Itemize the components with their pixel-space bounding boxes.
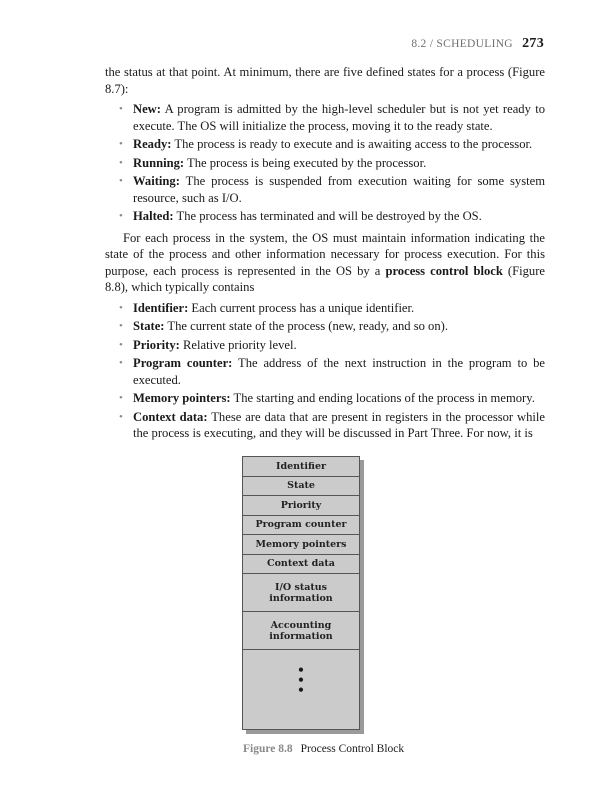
caption-label: Figure 8.8 [243,743,293,755]
item-text: Relative priority level. [183,337,297,352]
bullet-icon: • [119,320,123,332]
item-term: Memory pointers: [133,391,231,405]
list-item [105,101,545,134]
pcb-cell-accounting: Accounting information [243,612,359,650]
list-item [105,208,545,225]
item-text: These are data that are present in registers in the processor while the process is executing, and they will be discussed in Part Three. For now, it is [133,409,546,440]
list-item [105,390,545,407]
list-item [105,337,545,354]
pcb-cell-context-data: Context data [243,555,359,575]
item-term: Program counter: [133,356,233,370]
pcb-term: process control block [385,263,503,278]
bullet-icon: • [119,210,123,222]
item-term: New: [133,102,161,116]
item-term: Priority: [133,337,180,352]
pcb-cell-identifier: Identifier [243,457,359,477]
bullet-icon: • [119,175,123,187]
pcb-cell-io-status: I/O status information [243,574,359,612]
item-term: Ready: [133,137,172,151]
list-item [105,409,545,442]
pcb-diagram [242,456,360,730]
item-text: A program is admitted by the high-level scheduler but is not yet ready to execute. The OS will initialize the process, moving it to the ready state. [133,102,545,133]
item-text: The current state of the process (new, ready, and so on). [167,319,448,333]
bullet-icon: • [119,138,123,150]
item-text: The address of the next instruction in the program to be executed. [133,356,546,387]
item-text: The process is being executed by the processor. [187,155,427,170]
bullet-icon: • [119,338,123,351]
item-term: State: [133,319,165,333]
bullet-icon: • [119,301,123,314]
pcb-paragraph [105,230,545,296]
bullet-icon: • [119,156,123,169]
item-term: Halted: [133,209,174,223]
pcb-cell-state: State [243,477,359,497]
pcb-paragraph-end: (Figure 8.8), which typically contains [105,263,546,294]
intro-paragraph: the status at that point. At minimum, there are five defined states for a process (Figure 8.7): [105,65,545,96]
item-text: Each current process has a unique identifier. [191,300,415,315]
list-item [105,173,545,206]
pcb-field-list [105,300,545,442]
item-text: The starting and ending locations of the process in memory. [233,391,535,405]
figure-caption [243,743,404,755]
pcb-figure [242,456,358,730]
pcb-ellipsis: • • • [297,663,305,697]
list-item [105,318,545,335]
pcb-cell-program-counter: Program counter [243,516,359,536]
item-text: The process is suspended from execution waiting for some system resource, such as I/O. [133,174,546,205]
running-head [411,36,544,52]
bullet-icon: • [119,410,123,423]
list-item [105,300,545,317]
item-text: The process is ready to execute and is awaiting access to the processor. [174,137,533,151]
list-item [105,136,545,153]
state-list [105,101,545,225]
item-term: Waiting: [133,174,180,188]
bullet-icon: • [119,392,123,404]
pcb-paragraph-start: For each process in the system, the OS must maintain information indicating the state of the process and other information necessary for process execution. For this purpose, each process is represented in the OS by a [105,230,545,278]
page-number: 273 [522,36,544,51]
section-title: 8.2 / SCHEDULING [411,38,513,50]
item-text: The process has terminated and will be destroyed by the OS. [176,209,482,223]
pcb-cell-memory-pointers: Memory pointers [243,535,359,555]
bullet-icon: • [119,357,123,369]
item-term: Identifier: [133,300,189,315]
body-text [105,64,545,444]
pcb-cell-priority: Priority [243,496,359,516]
bullet-icon: • [119,103,123,115]
list-item [105,155,545,172]
item-term: Running: [133,155,185,170]
item-term: Context data: [133,409,208,424]
list-item [105,355,545,388]
caption-text: Process Control Block [300,743,405,755]
